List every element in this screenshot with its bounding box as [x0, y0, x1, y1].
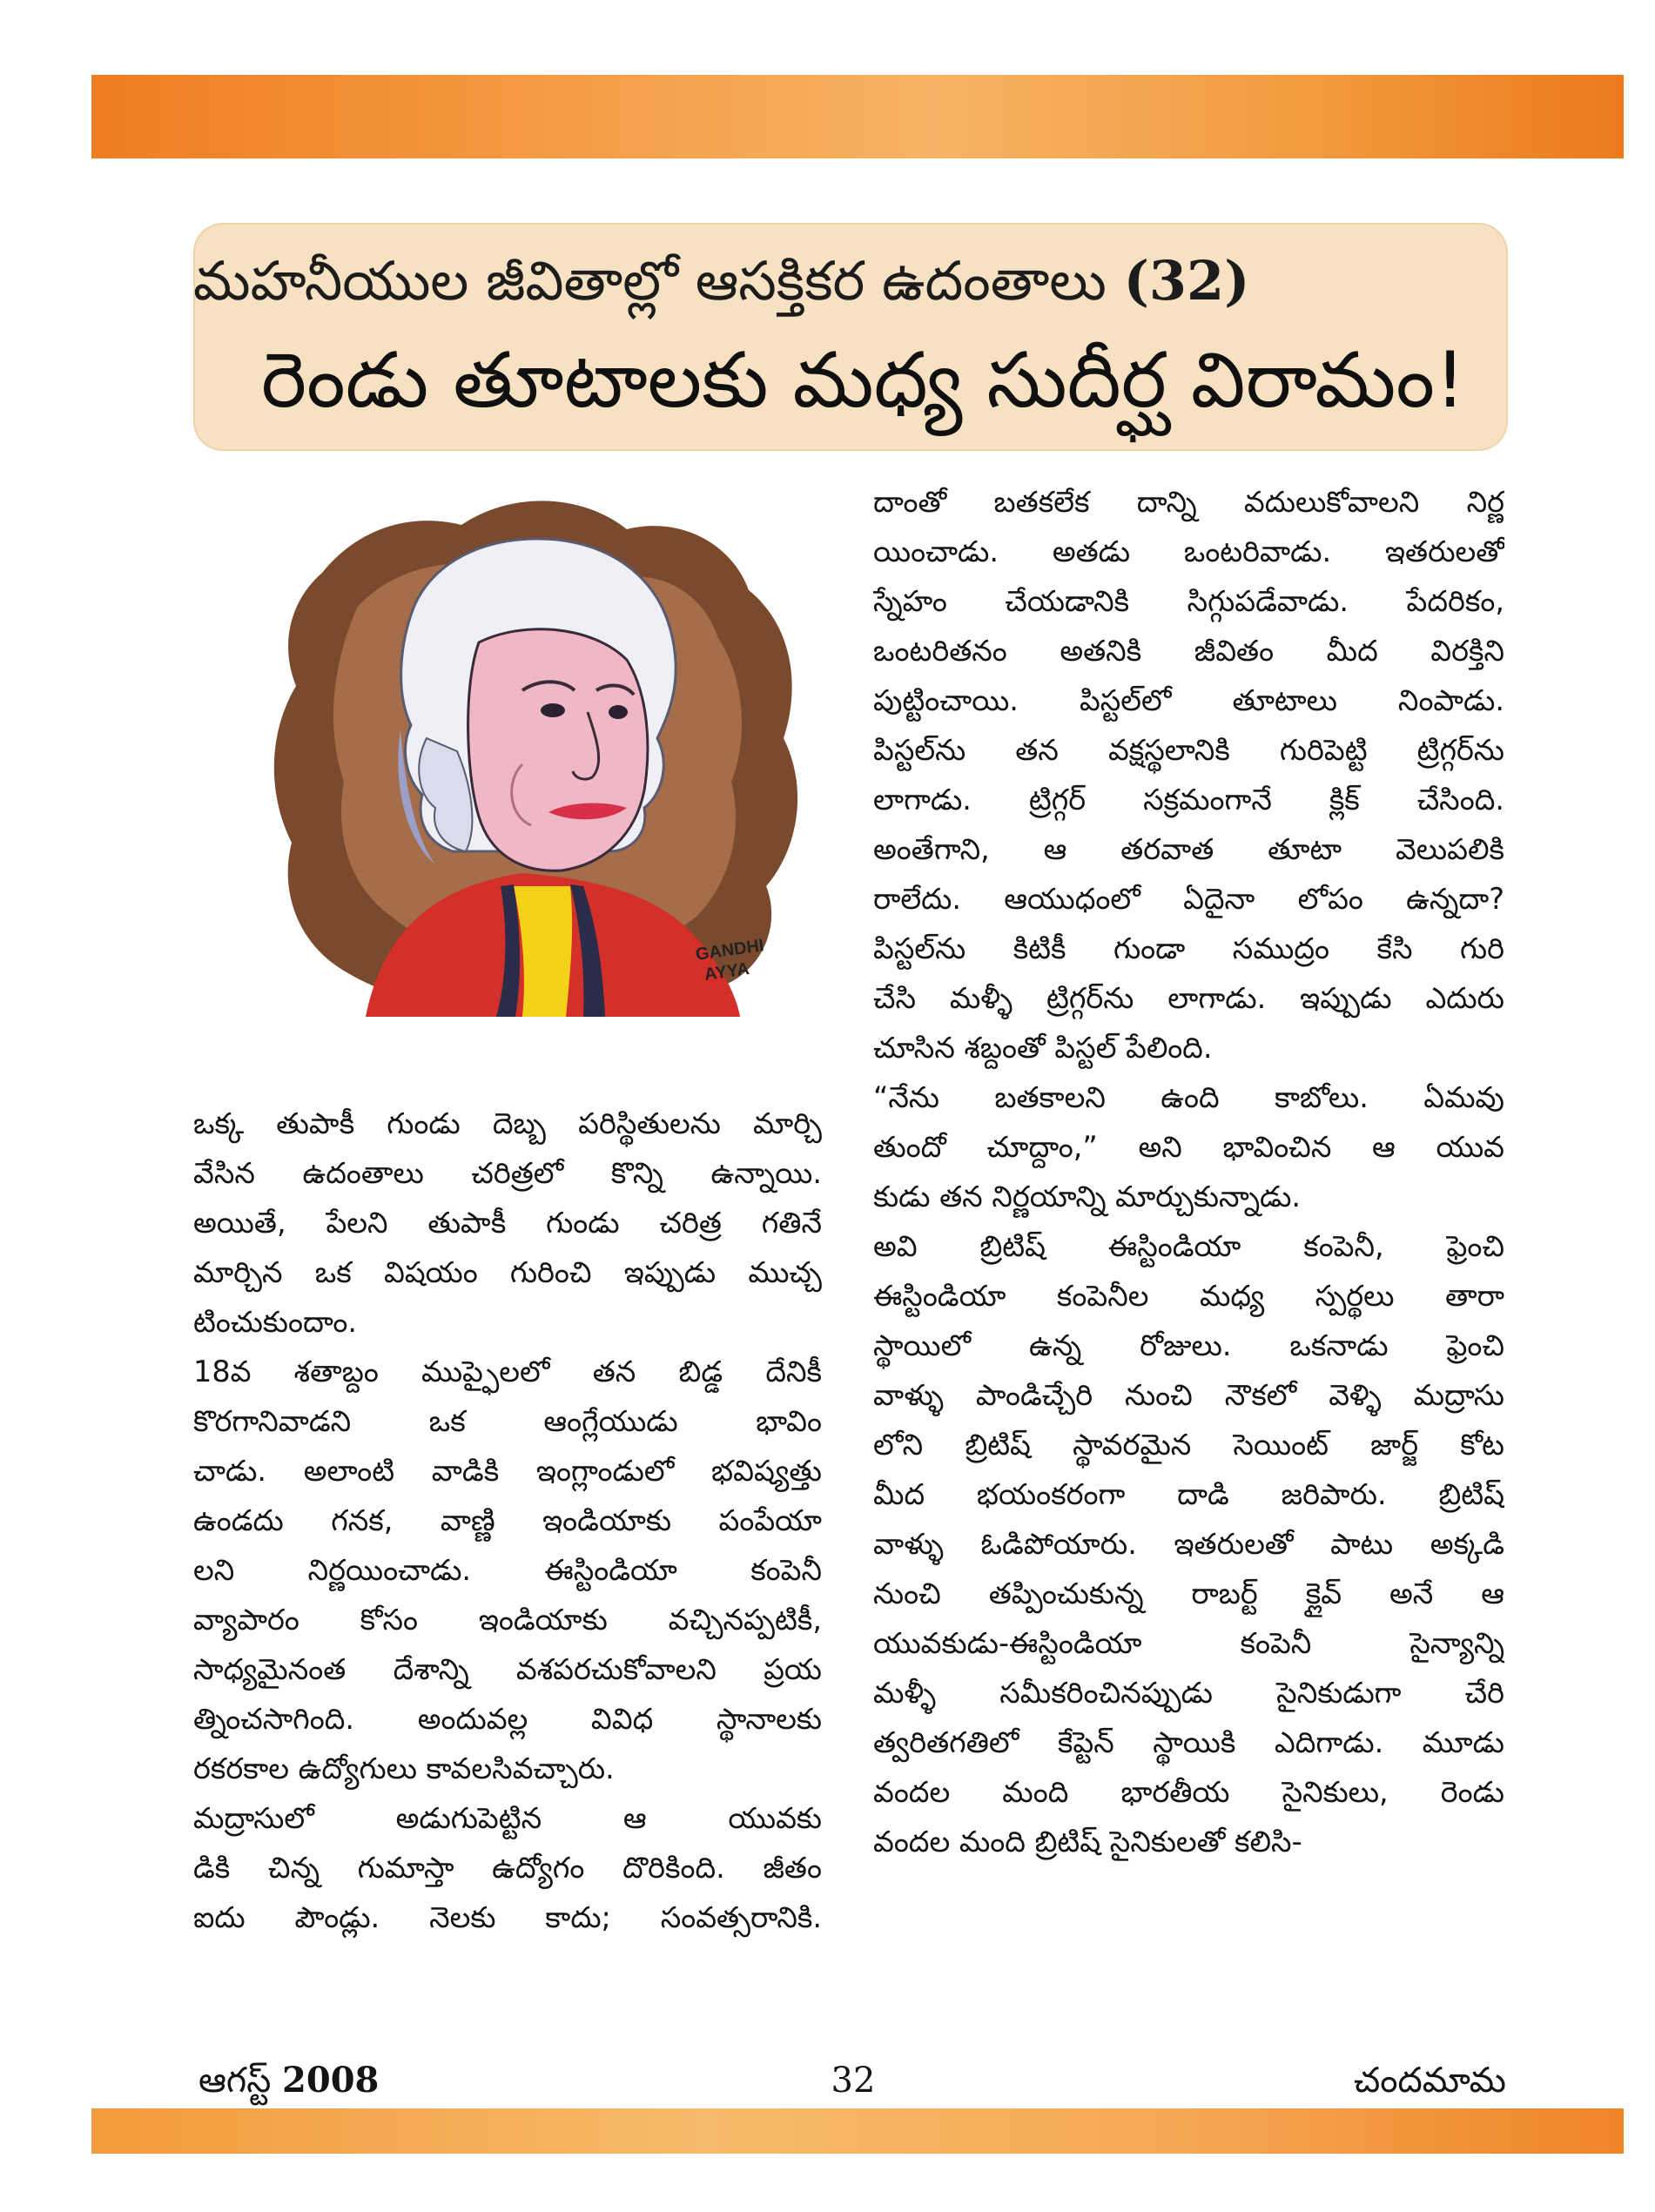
- robert-clive-illustration: [261, 477, 811, 1017]
- text-line: వ్యాపారం కోసం ఇండియాకు వచ్చినప్పటికీ,: [193, 1603, 822, 1637]
- series-title-text: మహనీయుల జీవితాల్లో ఆసక్తికర ఉదంతాలు: [193, 249, 1107, 313]
- text-line: రకరకాల ఉద్యోగులు కావలసివచ్చారు.: [193, 1751, 615, 1785]
- text-line: వాళ్ళు పాండిచ్చేరి నుంచి నౌకలో వెళ్ళి మద్రాసు: [873, 1378, 1504, 1412]
- text-line: ఒక్క తుపాకీ గుండు దెబ్బ పరిస్థితులను మార్చి: [193, 1106, 822, 1140]
- text-line: రాలేదు. ఆయుధంలో ఏదైనా లోపం ఉన్నదా?: [873, 882, 1504, 916]
- magazine-name: చందమామ: [1353, 2061, 1506, 2101]
- text-line: మీద భయంకరంగా దాడి జరిపారు. బ్రిటిష్: [873, 1477, 1504, 1511]
- text-line: వందల మంది బ్రిటిష్ సైనికులతో కలిసి-: [873, 1825, 1302, 1859]
- text-line: పిస్టల్‌ను తన వక్షస్థలానికి గురిపెట్టి ట్రిగ్గర్‌ను: [873, 733, 1504, 767]
- text-line: యించాడు. అతడు ఒంటరివాడు. ఇతరులతో: [873, 535, 1504, 568]
- text-line: యువకుడు-ఈస్టిండియా కంపెనీ సైన్యాన్ని: [873, 1626, 1504, 1660]
- text-line: టించుకుందాం.: [193, 1305, 358, 1339]
- text-line: వేసిన ఉదంతాలు చరిత్రలో కొన్ని ఉన్నాయి.: [193, 1156, 822, 1190]
- text-line: అంతేగాని, ఆ తరవాత తూటా వెలుపలికి: [873, 832, 1504, 866]
- text-line: మద్రాసులో అడుగుపెట్టిన ఆ యువకు: [193, 1801, 822, 1835]
- text-line: పిస్టల్‌ను కిటికీ గుండా సముద్రం కేసి గురి: [873, 931, 1504, 965]
- text-line: లని నిర్ణయించాడు. ఈస్టిండియా కంపెనీ: [193, 1553, 822, 1587]
- text-line: చేసి మళ్ళీ ట్రిగ్గర్‌ను లాగాడు. ఇప్పుడు ఎదురు: [873, 981, 1504, 1015]
- text-line: పుట్టించాయి. పిస్టల్‌లో తూటాలు నింపాడు.: [873, 683, 1504, 717]
- text-line: వాళ్ళు ఓడిపోయారు. ఇతరులతో పాటు అక్కడి: [873, 1527, 1504, 1561]
- series-number: (32): [1123, 249, 1250, 313]
- left-column: [193, 1099, 822, 1942]
- text-line: వందల మంది భారతీయ సైనికులు, రెండు: [873, 1775, 1504, 1809]
- text-line: దాంతో బతకలేక దాన్ని వదులుకోవాలని నిర్ణ: [873, 485, 1504, 519]
- text-line: చాడు. అలాంటి వాడికి ఇంగ్లాండులో భవిష్యత్తు: [193, 1454, 822, 1488]
- text-line: ఐదు పౌండ్లు. నెలకు కాదు; సంవత్సరానికి.: [193, 1900, 822, 1934]
- article-title: రెండు తూటాలకు మధ్య సుదీర్ఘ విరామం!: [261, 335, 1466, 425]
- bottom-color-band: [91, 2108, 1624, 2154]
- text-line: లాగాడు. ట్రిగ్గర్ సక్రమంగానే క్లిక్ చేసింది.: [873, 783, 1504, 817]
- text-line: లోని బ్రిటిష్ స్థావరమైన సెయింట్ జార్జ్ కోట: [873, 1428, 1504, 1462]
- issue-date: [198, 2056, 379, 2105]
- text-line: తుందో చూద్దాం,” అని భావించిన ఆ యువ: [873, 1130, 1504, 1164]
- text-line: ఉండదు గనక, వాణ్ణి ఇండియాకు పంపేయా: [193, 1503, 822, 1537]
- text-line: నుంచి తప్పించుకున్న రాబర్ట్ క్లైవ్ అనే ఆ: [873, 1577, 1504, 1610]
- issue-year: 2008: [282, 2060, 380, 2101]
- page-number: 32: [831, 2061, 876, 2101]
- text-line: మార్చిన ఒక విషయం గురించి ఇప్పుడు ముచ్చ: [193, 1255, 822, 1289]
- text-line: సాధ్యమైనంత దేశాన్ని వశపరచుకోవాలని ప్రయ: [193, 1652, 822, 1686]
- top-color-band: [91, 75, 1624, 158]
- text-line: అవి బ్రిటిష్ ఈస్టిండియా కంపెనీ, ఫ్రెంచి: [873, 1229, 1504, 1263]
- face: [468, 629, 648, 871]
- text-line: త్వరితగతిలో కేప్టెన్ స్థాయికి ఎదిగాడు. మూడు: [873, 1725, 1504, 1759]
- right-column: [873, 477, 1504, 1866]
- text-line: అయితే, పేలని తుపాకీ గుండు చరిత్ర గతినే: [193, 1206, 822, 1240]
- text-line: త్నించసాగింది. అందువల్ల వివిధ స్థానాలకు: [193, 1702, 822, 1736]
- text-line: మళ్ళీ సమీకరించినప్పుడు సైనికుడుగా చేరి: [873, 1676, 1504, 1710]
- text-line: స్నేహం చేయడానికి సిగ్గుపడేవాడు. పేదరికం,: [873, 584, 1504, 618]
- text-line: ఈస్టిండియా కంపెనీల మధ్య స్పర్థలు తారా: [873, 1279, 1504, 1313]
- issue-month: ఆగస్ట్: [198, 2061, 272, 2101]
- text-line: స్థాయిలో ఉన్న రోజులు. ఒకనాడు ఫ్రెంచి: [873, 1328, 1504, 1362]
- artist-signature: GANDHI: [694, 936, 765, 965]
- text-line: ఒంటరితనం అతనికి జీవితం మీద విరక్తిని: [873, 634, 1504, 668]
- series-title: [193, 242, 1250, 320]
- text-line: కుడు తన నిర్ణయాన్ని మార్చుకున్నాడు.: [873, 1180, 1302, 1214]
- text-line: కొరగానివాడని ఒక ఆంగ్లేయుడు భావిం: [193, 1404, 822, 1438]
- text-line: డికి చిన్న గుమాస్తా ఉద్యోగం దొరికింది. జీతం: [193, 1851, 822, 1885]
- svg-text:AYYA: AYYA: [703, 958, 751, 985]
- text-line: “నేను బతకాలని ఉంది కాబోలు. ఏమవు: [873, 1080, 1504, 1114]
- text-line: చూసిన శబ్దంతో పిస్టల్ పేలింది.: [873, 1031, 1213, 1065]
- text-line: 18వ శతాబ్దం ముప్ఫైలలో తన బిడ్డ దేనికీ: [193, 1355, 822, 1388]
